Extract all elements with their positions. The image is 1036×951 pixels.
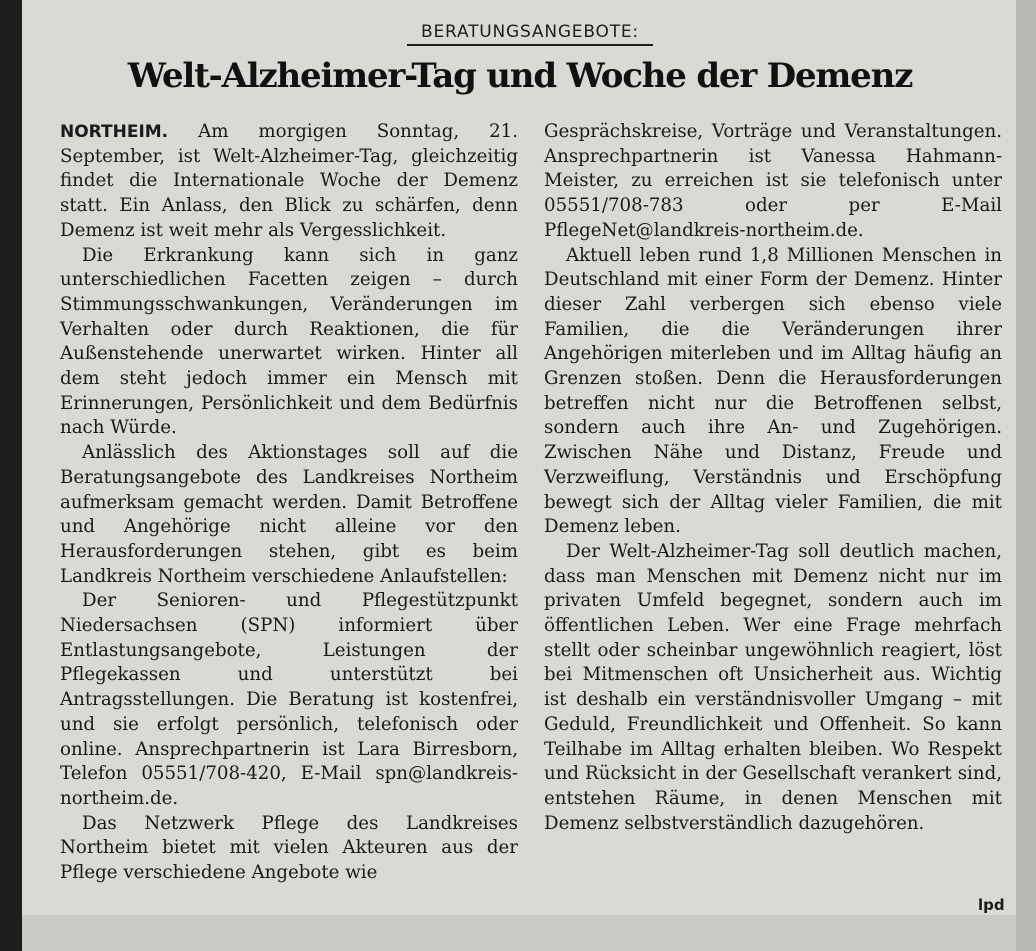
intro-paragraph (60, 120, 518, 244)
paragraph-netzwerk: Das Netzwerk Pflege des Landkreises Northeim bietet mit vielen Akteuren aus der Pflege verschiedene Angebote wie (60, 812, 518, 884)
author-abbreviation: lpd (978, 896, 1005, 914)
dateline: NORTHEIM. (60, 122, 169, 142)
page-shadow-left (0, 0, 22, 951)
article-column-right (544, 120, 1002, 836)
article-column-left (60, 120, 518, 886)
paragraph-spn: Der Senioren- und Pflegestützpunkt Niedersachsen (SPN) informiert über Entlastungsangebote, Leistungen der Pflegekassen und unterstützt bei Antragsstellungen. Die Beratung ist kostenfrei, und sie erfolgt persönlich, telefonisch oder online. Ansprechpartnerin ist Lara Birresborn, Telefon 05551/708-420, E-Mail spn@landkreis-northeim.de. (60, 590, 518, 809)
section-rubric: BERATUNGSANGEBOTE: (407, 22, 653, 46)
page-edge-right (1016, 0, 1036, 951)
page-bottom-margin (22, 915, 1016, 951)
intro-text: Am morgigen Sonntag, 21. September, ist Welt-Alzheimer-Tag, gleichzeitig findet die Internationale Woche der Demenz statt. Ein Anlass, den Blick zu schärfen, denn Demenz ist weit mehr als Vergesslichkeit. (60, 121, 518, 241)
paragraph-closing: Der Welt-Alzheimer-Tag soll deutlich machen, dass man Menschen mit Demenz nicht nur im privaten Umfeld begegnet, sondern auch im öffentlichen Leben. Wer eine Frage mehrfach stellt oder scheinbar ungewöhnlich reagiert, löst bei Mitmenschen oft Unsicherheit aus. Wichtig ist deshalb ein verständnisvoller Umgang – mit Geduld, Freundlichkeit und Offenheit. So kann Teilhabe im Alltag erhalten bleiben. Wo Respekt und Rücksicht in der Gesellschaft verankert sind, entstehen Räume, in denen Menschen mit Demenz selbstverständlich dazugehören. (544, 540, 1002, 834)
paragraph-symptoms: Die Erkrankung kann sich in ganz unterschiedlichen Facetten zeigen – durch Stimmungsschwankungen, Veränderungen im Verhalten oder durch Reaktionen, die für Außenstehende unerwartet wirken. Hinter all dem steht jedoch immer ein Mensch mit Erinnerungen, Persönlichkeit und dem Bedürfnis nach Würde. (60, 244, 518, 439)
paragraph-netzwerk-continued: Gesprächskreise, Vorträge und Veranstaltungen. Ansprechpartnerin ist Vanessa Hahmann-Meister, zu erreichen ist sie telefonisch unter 05551/708-783 oder per E-Mail PflegeNet@landkreis-northeim.de. (544, 121, 1002, 241)
article-headline: Welt-Alzheimer-Tag und Woche der Demenz (127, 56, 913, 96)
paragraph-statistics: Aktuell leben rund 1,8 Millionen Menschen in Deutschland mit einer Form der Demenz. Hinter dieser Zahl verbergen sich ebenso viele Familien, die die Veränderungen ihrer Angehörigen miterleben und im Alltag häufig an Grenzen stoßen. Denn die Herausforderungen betreffen nicht nur die Betroffenen selbst, sondern auch ihre An- und Zugehörigen. Zwischen Nähe und Distanz, Freude und Verzweiflung, Verständnis und Erschöpfung bewegt sich der Alltag vieler Familien, die mit Demenz leben. (544, 244, 1002, 538)
paragraph-counselling: Anlässlich des Aktionstages soll auf die Beratungsangebote des Landkreises Northeim aufmerksam gemacht werden. Damit Betroffene und Angehörige nicht alleine vor den Herausforderungen stehen, gibt es beim Landkreis Northeim verschiedene Anlaufstellen: (60, 442, 518, 587)
